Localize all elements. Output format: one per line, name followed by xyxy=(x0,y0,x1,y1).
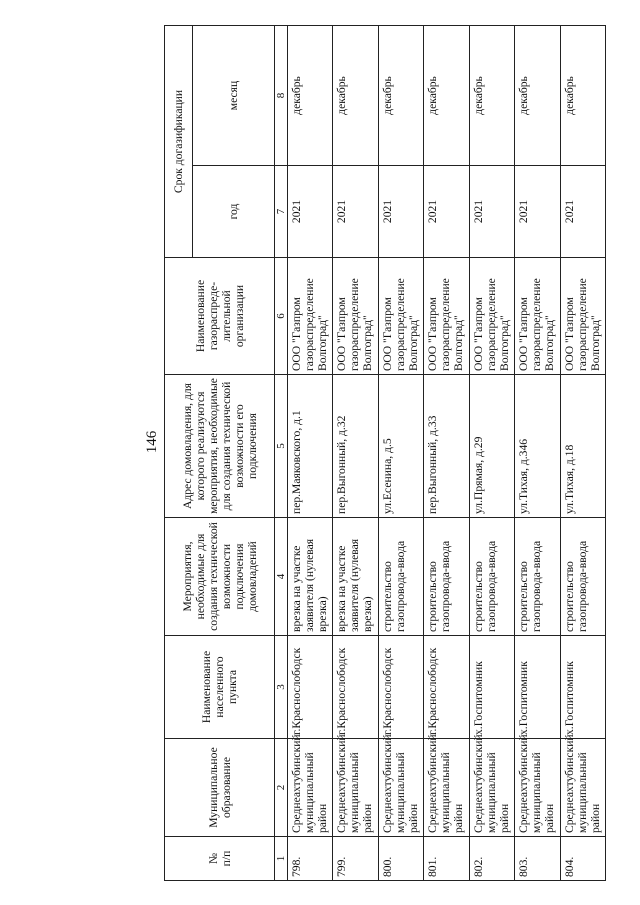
row-org: ООО "Газпром газораспределение Волгоград" xyxy=(424,258,469,375)
row-month: декабрь xyxy=(469,25,514,165)
table-row xyxy=(515,25,560,880)
row-address: пер.Выгонный, д.32 xyxy=(333,375,378,518)
row-settlement: г.Краснослободск xyxy=(378,636,423,739)
table-row xyxy=(288,25,333,880)
row-num: 801. xyxy=(424,837,469,881)
header-municipality: Муниципальное образование xyxy=(165,739,275,837)
table-row xyxy=(560,25,605,880)
row-measures: строительство газопровода-ввода xyxy=(424,518,469,636)
column-number: 3 xyxy=(275,636,288,739)
column-number: 4 xyxy=(275,518,288,636)
row-org: ООО "Газпром газораспределение Волгоград" xyxy=(288,258,333,375)
table-row xyxy=(378,25,423,880)
row-settlement: г.Краснослободск xyxy=(424,636,469,739)
table-row xyxy=(424,25,469,880)
row-org: ООО "Газпром газораспределение Волгоград" xyxy=(333,258,378,375)
column-number: 2 xyxy=(275,739,288,837)
row-org: ООО "Газпром газораспределение Волгоград" xyxy=(515,258,560,375)
row-settlement: г.Краснослободск xyxy=(333,636,378,739)
column-number: 6 xyxy=(275,258,288,375)
row-year: 2021 xyxy=(333,166,378,258)
row-address: ул.Есенина, д.5 xyxy=(378,375,423,518)
row-year: 2021 xyxy=(560,166,605,258)
row-measures: строительство газопровода-ввода xyxy=(378,518,423,636)
row-org: ООО "Газпром газораспределение Волгоград" xyxy=(469,258,514,375)
column-number: 7 xyxy=(275,166,288,258)
row-num: 799. xyxy=(333,837,378,881)
row-address: ул.Тихая, д.18 xyxy=(560,375,605,518)
header-year: год xyxy=(193,166,275,258)
row-municipality: Среднеахтубинский муниципальный район xyxy=(560,739,605,837)
row-measures: строительство газопровода-ввода xyxy=(469,518,514,636)
header-settlement: Наименование населенного пункта xyxy=(165,636,275,739)
row-month: декабрь xyxy=(288,25,333,165)
row-municipality: Среднеахтубинский муниципальный район xyxy=(333,739,378,837)
column-numbers-row xyxy=(275,25,288,880)
row-month: декабрь xyxy=(333,25,378,165)
header-measures: Мероприятия, необходимые для создания технической возможности подключения домовладений xyxy=(165,518,275,636)
header-org: Наименование газораспреде-лительной организации xyxy=(165,258,275,375)
row-municipality: Среднеахтубинский муниципальный район xyxy=(288,739,333,837)
row-month: декабрь xyxy=(378,25,423,165)
row-num: 802. xyxy=(469,837,514,881)
row-org: ООО "Газпром газораспределение Волгоград" xyxy=(560,258,605,375)
row-org: ООО "Газпром газораспределение Волгоград" xyxy=(378,258,423,375)
row-address: ул.Тихая, д.346 xyxy=(515,375,560,518)
row-num: 798. xyxy=(288,837,333,881)
row-address: ул.Прямая, д.29 xyxy=(469,375,514,518)
row-municipality: Среднеахтубинский муниципальный район xyxy=(424,739,469,837)
header-term: Срок догазификации xyxy=(165,25,193,257)
table-row xyxy=(469,25,514,880)
row-year: 2021 xyxy=(515,166,560,258)
column-number: 1 xyxy=(275,837,288,881)
row-measures: врезка на участке заявителя (нулевая врезка) xyxy=(288,518,333,636)
row-measures: врезка на участке заявителя (нулевая врезка) xyxy=(333,518,378,636)
row-address: пер.Маяковского, д.1 xyxy=(288,375,333,518)
row-settlement: х.Госпитомник xyxy=(469,636,514,739)
row-year: 2021 xyxy=(469,166,514,258)
row-municipality: Среднеахтубинский муниципальный район xyxy=(469,739,514,837)
row-settlement: х.Госпитомник xyxy=(560,636,605,739)
row-municipality: Среднеахтубинский муниципальный район xyxy=(515,739,560,837)
row-num: 803. xyxy=(515,837,560,881)
row-month: декабрь xyxy=(424,25,469,165)
gasification-table xyxy=(164,25,606,881)
column-number: 8 xyxy=(275,25,288,165)
row-settlement: г.Краснослободск xyxy=(288,636,333,739)
column-number: 5 xyxy=(275,375,288,518)
row-measures: строительство газопровода-ввода xyxy=(560,518,605,636)
header-month: месяц xyxy=(193,25,275,165)
row-year: 2021 xyxy=(288,166,333,258)
row-month: декабрь xyxy=(515,25,560,165)
header-address: Адрес домовладения, для которого реализуются мероприятия, необходимые для создания технической возможности его подключения xyxy=(165,375,275,518)
row-year: 2021 xyxy=(378,166,423,258)
row-measures: строительство газопровода-ввода xyxy=(515,518,560,636)
table-row xyxy=(333,25,378,880)
row-month: декабрь xyxy=(560,25,605,165)
row-num: 800. xyxy=(378,837,423,881)
page-number: 146 xyxy=(144,430,160,454)
row-settlement: х.Госпитомник xyxy=(515,636,560,739)
row-num: 804. xyxy=(560,837,605,881)
row-municipality: Среднеахтубинский муниципальный район xyxy=(378,739,423,837)
row-year: 2021 xyxy=(424,166,469,258)
row-address: пер.Выгонный, д.33 xyxy=(424,375,469,518)
header-num: № п/п xyxy=(165,837,275,881)
